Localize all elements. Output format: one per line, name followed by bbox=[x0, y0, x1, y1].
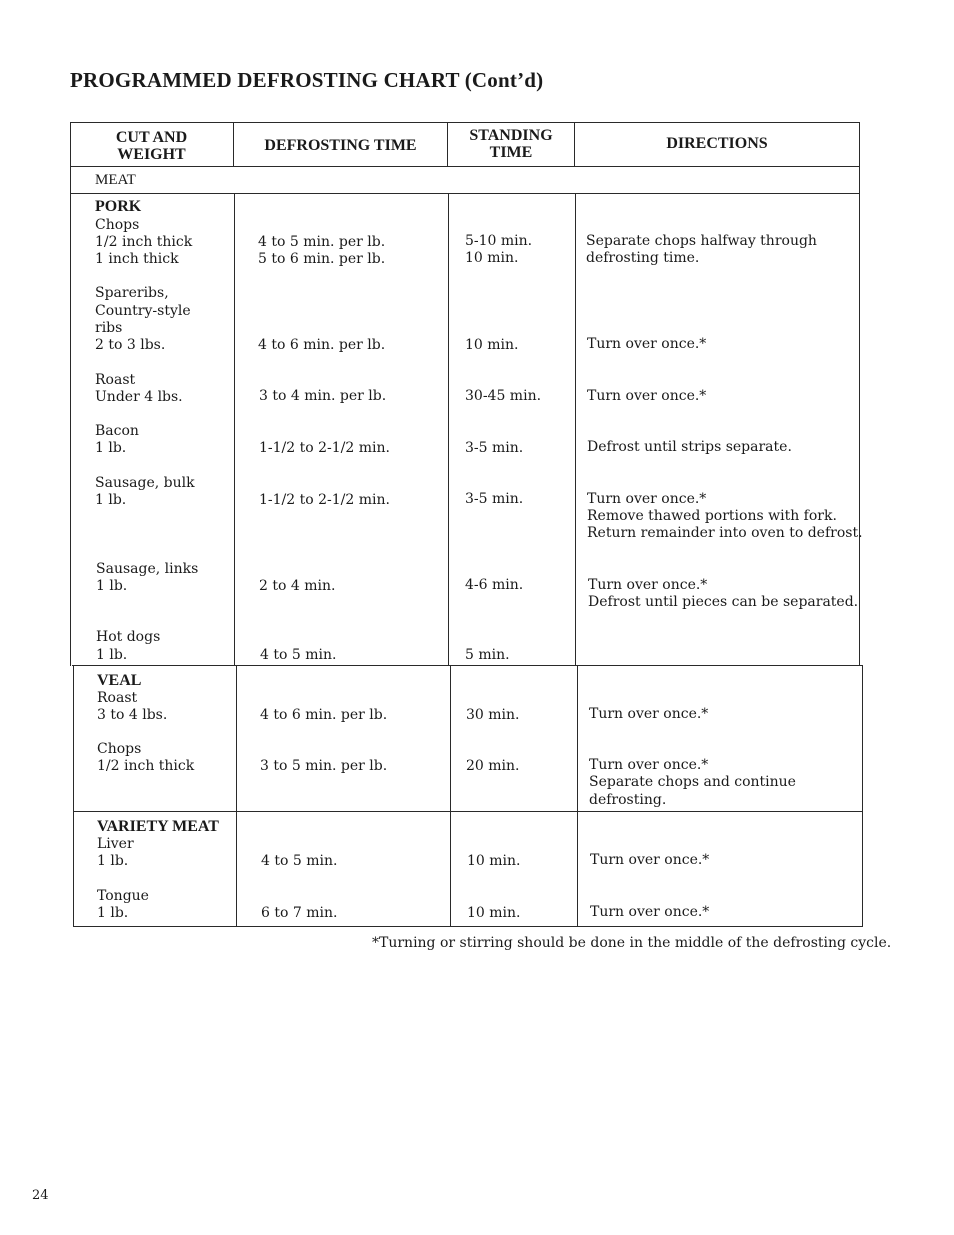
section-bottom-border bbox=[70, 193, 860, 194]
pork-sausage-bulk-weight: 1 lb. bbox=[95, 492, 127, 508]
header-bottom-border bbox=[70, 166, 860, 167]
pork-chops-half-inch: 1/2 inch thick bbox=[95, 234, 193, 250]
pork-heading: PORK bbox=[95, 198, 142, 215]
pork-bottom-border bbox=[72, 665, 862, 666]
pork-bacon-weight: 1 lb. bbox=[95, 440, 127, 456]
header-defrosting-time: DEFROSTING TIME bbox=[264, 137, 417, 154]
pork-spareribs-direction: Turn over once.* bbox=[587, 336, 707, 352]
pork-chops-direction-1: Separate chops halfway through bbox=[586, 233, 817, 249]
body-divider-2-lower bbox=[450, 665, 451, 927]
variety-liver-time: 4 to 5 min. bbox=[261, 853, 338, 869]
pork-hot-dogs-weight: 1 lb. bbox=[96, 647, 128, 663]
veal-roast-direction: Turn over once.* bbox=[589, 706, 709, 722]
pork-spareribs-1: Spareribs, bbox=[95, 285, 169, 301]
veal-roast-stand: 30 min. bbox=[466, 707, 520, 723]
veal-roast-weight: 3 to 4 lbs. bbox=[97, 707, 168, 723]
body-divider-3 bbox=[575, 193, 576, 666]
variety-liver-stand: 10 min. bbox=[467, 853, 521, 869]
pork-roast-direction: Turn over once.* bbox=[587, 388, 707, 404]
page-title: PROGRAMMED DEFROSTING CHART (Cont’d) bbox=[70, 68, 544, 92]
pork-sausage-links-direction-1: Turn over once.* bbox=[588, 577, 708, 593]
veal-chops-direction-1: Turn over once.* bbox=[589, 757, 709, 773]
table-left-border-lower bbox=[73, 665, 74, 927]
section-meat-label: MEAT bbox=[95, 172, 136, 188]
variety-tongue-stand: 10 min. bbox=[467, 905, 521, 921]
pork-roast-stand: 30-45 min. bbox=[465, 388, 542, 404]
pork-bacon: Bacon bbox=[95, 423, 139, 439]
veal-chops-weight: 1/2 inch thick bbox=[97, 758, 195, 774]
pork-chops: Chops bbox=[95, 217, 140, 233]
pork-spareribs-weight: 2 to 3 lbs. bbox=[95, 337, 166, 353]
pork-chops-direction-2: defrosting time. bbox=[586, 250, 700, 266]
pork-sausage-links-stand: 4-6 min. bbox=[465, 577, 524, 593]
pork-sausage-bulk: Sausage, bulk bbox=[95, 475, 195, 491]
pork-spareribs-2: Country-style bbox=[95, 303, 191, 319]
variety-tongue-weight: 1 lb. bbox=[97, 905, 129, 921]
body-divider-2 bbox=[448, 193, 449, 666]
pork-spareribs-time: 4 to 6 min. per lb. bbox=[258, 337, 386, 353]
header-directions: DIRECTIONS bbox=[666, 135, 768, 152]
pork-hot-dogs-stand: 5 min. bbox=[465, 647, 510, 663]
table-right-border-lower bbox=[862, 665, 863, 927]
variety-liver: Liver bbox=[97, 836, 134, 852]
pork-bacon-stand: 3-5 min. bbox=[465, 440, 524, 456]
variety-meat-heading: VARIETY MEAT bbox=[97, 818, 219, 835]
page-number: 24 bbox=[32, 1188, 49, 1203]
variety-tongue-direction: Turn over once.* bbox=[590, 904, 710, 920]
pork-roast-weight: Under 4 lbs. bbox=[95, 389, 183, 405]
body-divider-3-lower bbox=[577, 665, 578, 927]
veal-heading: VEAL bbox=[97, 672, 142, 689]
defrosting-chart-table bbox=[70, 122, 863, 927]
body-divider-1 bbox=[234, 193, 235, 666]
pork-sausage-bulk-time: 1-1/2 to 2-1/2 min. bbox=[259, 492, 390, 508]
pork-sausage-bulk-direction-2: Remove thawed portions with fork. bbox=[587, 508, 837, 524]
header-standing-time: STANDING TIME bbox=[469, 127, 553, 161]
variety-liver-direction: Turn over once.* bbox=[590, 852, 710, 868]
pork-chops-one-inch-time: 5 to 6 min. per lb. bbox=[258, 251, 386, 267]
pork-spareribs-stand: 10 min. bbox=[465, 337, 519, 353]
pork-chops-half-inch-stand: 5-10 min. bbox=[465, 233, 533, 249]
veal-chops-direction-3: defrosting. bbox=[589, 792, 667, 808]
pork-chops-half-inch-time: 4 to 5 min. per lb. bbox=[258, 234, 386, 250]
variety-tongue-time: 6 to 7 min. bbox=[261, 905, 338, 921]
footnote: *Turning or stirring should be done in the middle of the defrosting cycle. bbox=[372, 935, 892, 951]
pork-chops-one-inch-stand: 10 min. bbox=[465, 250, 519, 266]
pork-sausage-bulk-stand: 3-5 min. bbox=[465, 491, 524, 507]
veal-chops-direction-2: Separate chops and continue bbox=[589, 774, 796, 790]
pork-hot-dogs: Hot dogs bbox=[96, 629, 161, 645]
veal-chops: Chops bbox=[97, 741, 142, 757]
pork-sausage-links: Sausage, links bbox=[96, 561, 199, 577]
table-top-border bbox=[70, 122, 860, 123]
veal-roast: Roast bbox=[97, 690, 138, 706]
body-divider-1-lower bbox=[236, 665, 237, 927]
pork-sausage-bulk-direction-3: Return remainder into oven to defrost. bbox=[587, 525, 863, 541]
pork-roast-time: 3 to 4 min. per lb. bbox=[259, 388, 387, 404]
pork-bacon-time: 1-1/2 to 2-1/2 min. bbox=[259, 440, 390, 456]
pork-bacon-direction: Defrost until strips separate. bbox=[587, 439, 792, 455]
pork-sausage-bulk-direction-1: Turn over once.* bbox=[587, 491, 707, 507]
pork-sausage-links-direction-2: Defrost until pieces can be separated. bbox=[588, 594, 859, 610]
variety-tongue: Tongue bbox=[97, 888, 149, 904]
table-bottom-border bbox=[73, 926, 863, 927]
variety-liver-weight: 1 lb. bbox=[97, 853, 129, 869]
pork-hot-dogs-time: 4 to 5 min. bbox=[260, 647, 337, 663]
header-cut-weight: CUT AND WEIGHT bbox=[115, 129, 188, 163]
veal-chops-stand: 20 min. bbox=[466, 758, 520, 774]
veal-bottom-border bbox=[73, 811, 863, 812]
pork-spareribs-3: ribs bbox=[95, 320, 123, 336]
table-left-border bbox=[70, 122, 71, 666]
pork-sausage-links-time: 2 to 4 min. bbox=[259, 578, 336, 594]
pork-roast: Roast bbox=[95, 372, 136, 388]
pork-chops-one-inch: 1 inch thick bbox=[95, 251, 179, 267]
pork-sausage-links-weight: 1 lb. bbox=[96, 578, 128, 594]
veal-roast-time: 4 to 6 min. per lb. bbox=[260, 707, 388, 723]
table-right-border bbox=[859, 122, 860, 666]
veal-chops-time: 3 to 5 min. per lb. bbox=[260, 758, 388, 774]
